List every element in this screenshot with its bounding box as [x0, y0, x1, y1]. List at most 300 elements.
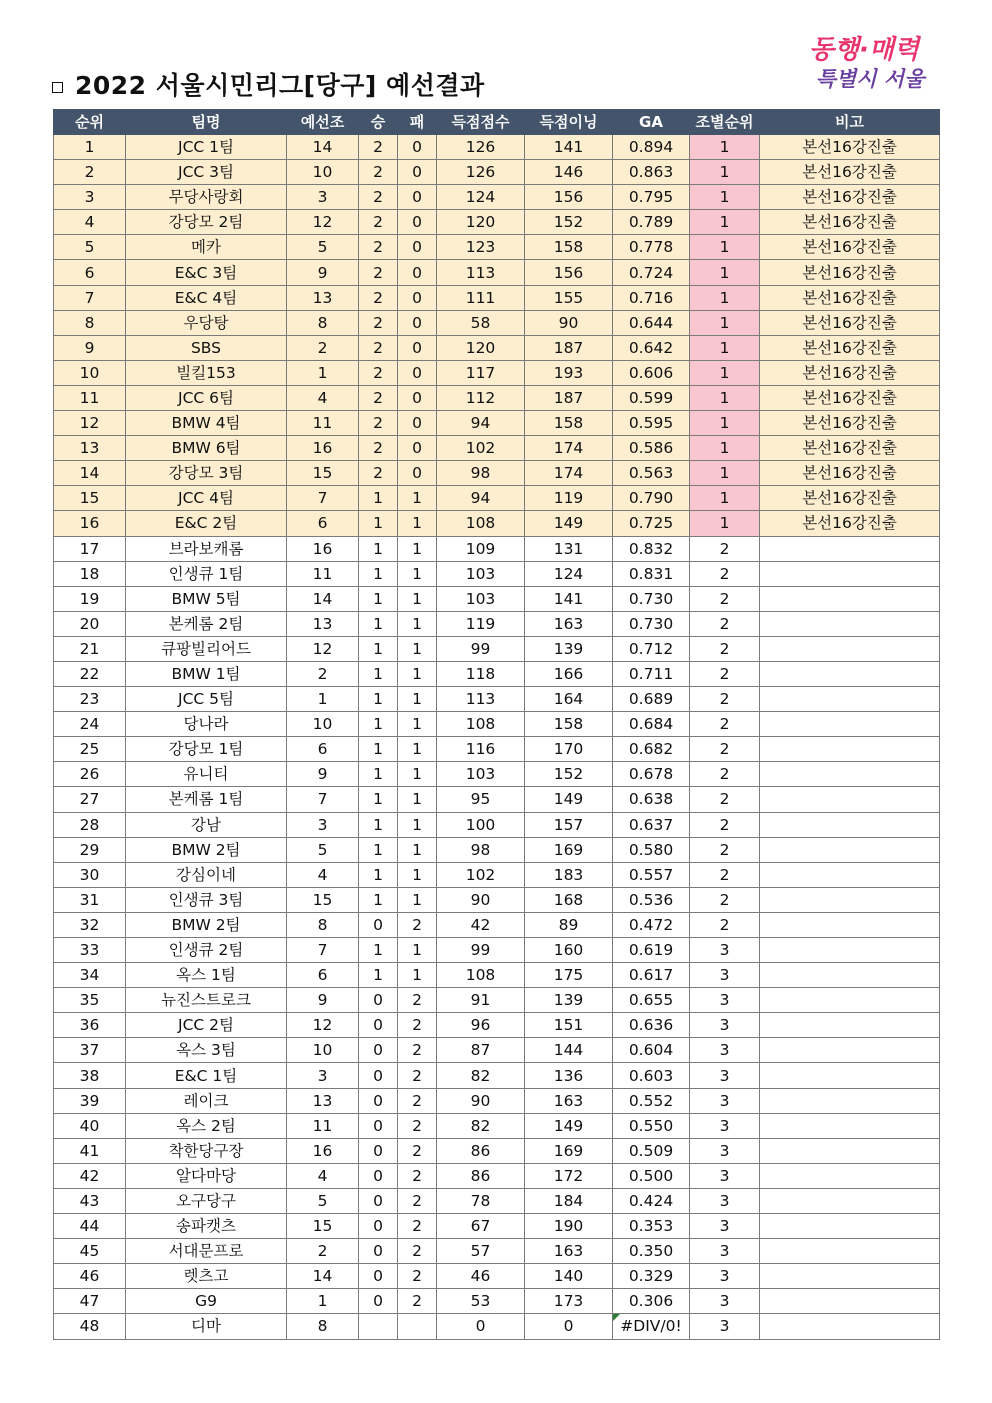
cell-team-name: 무당사랑회 — [126, 185, 287, 210]
cell-innings: 164 — [525, 687, 613, 712]
cell-innings: 172 — [525, 1163, 613, 1188]
cell-points: 99 — [437, 938, 525, 963]
cell-wins: 0 — [359, 988, 398, 1013]
table-row — [54, 712, 940, 737]
cell-rank: 29 — [54, 837, 126, 862]
cell-rank: 36 — [54, 1013, 126, 1038]
cell-remarks — [760, 1314, 940, 1339]
cell-group-rank: 1 — [690, 210, 760, 235]
cell-remarks — [760, 812, 940, 837]
cell-losses: 0 — [398, 411, 437, 436]
cell-points: 99 — [437, 636, 525, 661]
cell-ga: 0.684 — [613, 712, 690, 737]
cell-innings: 119 — [525, 486, 613, 511]
cell-losses: 1 — [398, 837, 437, 862]
table-row — [54, 411, 940, 436]
cell-ga: 0.789 — [613, 210, 690, 235]
cell-remarks — [760, 787, 940, 812]
cell-innings: 151 — [525, 1013, 613, 1038]
cell-rank: 4 — [54, 210, 126, 235]
cell-group-rank: 1 — [690, 360, 760, 385]
cell-remarks: 본선16강진출 — [760, 160, 940, 185]
cell-remarks — [760, 586, 940, 611]
cell-wins: 2 — [359, 436, 398, 461]
cell-team-name: 디마 — [126, 1314, 287, 1339]
cell-wins: 0 — [359, 1214, 398, 1239]
cell-innings: 149 — [525, 1113, 613, 1138]
cell-ga: 0.595 — [613, 411, 690, 436]
cell-group-rank: 2 — [690, 712, 760, 737]
cell-prelim-group: 4 — [287, 1163, 359, 1188]
cell-group-rank: 3 — [690, 1063, 760, 1088]
cell-points: 108 — [437, 511, 525, 536]
cell-remarks — [760, 1264, 940, 1289]
cell-prelim-group: 13 — [287, 1088, 359, 1113]
cell-team-name: 우당탕 — [126, 310, 287, 335]
cell-remarks: 본선16강진출 — [760, 260, 940, 285]
table-row — [54, 912, 940, 937]
cell-wins: 1 — [359, 636, 398, 661]
cell-rank: 18 — [54, 561, 126, 586]
cell-remarks — [760, 611, 940, 636]
cell-team-name: 강당모 2팀 — [126, 210, 287, 235]
cell-remarks — [760, 837, 940, 862]
table-row — [54, 461, 940, 486]
cell-points: 103 — [437, 586, 525, 611]
cell-losses: 0 — [398, 135, 437, 160]
cell-points: 82 — [437, 1063, 525, 1088]
table-row — [54, 737, 940, 762]
cell-rank: 21 — [54, 636, 126, 661]
cell-team-name: JCC 6팀 — [126, 385, 287, 410]
cell-group-rank: 3 — [690, 1113, 760, 1138]
cell-group-rank: 3 — [690, 1264, 760, 1289]
cell-points: 113 — [437, 687, 525, 712]
cell-prelim-group: 10 — [287, 160, 359, 185]
cell-group-rank: 3 — [690, 938, 760, 963]
cell-points: 102 — [437, 436, 525, 461]
cell-remarks: 본선16강진출 — [760, 235, 940, 260]
cell-remarks — [760, 938, 940, 963]
page-title — [52, 66, 485, 102]
cell-innings: 174 — [525, 436, 613, 461]
cell-prelim-group: 12 — [287, 636, 359, 661]
title-text: 2022 서울시민리그[당구] 예선결과 — [75, 71, 485, 100]
cell-remarks — [760, 636, 940, 661]
cell-ga: 0.350 — [613, 1239, 690, 1264]
cell-rank: 40 — [54, 1113, 126, 1138]
cell-team-name: 옥스 1팀 — [126, 963, 287, 988]
cell-ga: 0.557 — [613, 862, 690, 887]
cell-group-rank: 3 — [690, 1038, 760, 1063]
cell-wins: 1 — [359, 938, 398, 963]
cell-remarks — [760, 963, 940, 988]
cell-team-name: 강당모 1팀 — [126, 737, 287, 762]
seoul-brand-logo — [784, 30, 944, 96]
cell-losses: 1 — [398, 586, 437, 611]
table-row — [54, 260, 940, 285]
cell-prelim-group: 12 — [287, 1013, 359, 1038]
cell-losses: 2 — [398, 1038, 437, 1063]
cell-points: 78 — [437, 1188, 525, 1213]
header-points: 득점점수 — [437, 110, 525, 135]
square-bullet-icon — [52, 82, 63, 93]
cell-wins: 2 — [359, 235, 398, 260]
cell-rank: 2 — [54, 160, 126, 185]
cell-prelim-group: 1 — [287, 360, 359, 385]
cell-points: 86 — [437, 1138, 525, 1163]
cell-prelim-group: 6 — [287, 963, 359, 988]
cell-group-rank: 1 — [690, 335, 760, 360]
cell-innings: 187 — [525, 335, 613, 360]
cell-innings: 89 — [525, 912, 613, 937]
cell-innings: 146 — [525, 160, 613, 185]
cell-prelim-group: 13 — [287, 285, 359, 310]
cell-innings: 152 — [525, 210, 613, 235]
cell-rank: 12 — [54, 411, 126, 436]
cell-losses: 0 — [398, 160, 437, 185]
cell-ga: 0.604 — [613, 1038, 690, 1063]
cell-wins: 1 — [359, 712, 398, 737]
cell-remarks: 본선16강진출 — [760, 486, 940, 511]
cell-prelim-group: 16 — [287, 436, 359, 461]
cell-ga: 0.563 — [613, 461, 690, 486]
cell-group-rank: 2 — [690, 837, 760, 862]
table-row — [54, 160, 940, 185]
cell-points: 111 — [437, 285, 525, 310]
cell-group-rank: 2 — [690, 536, 760, 561]
cell-innings: 149 — [525, 787, 613, 812]
cell-wins: 2 — [359, 160, 398, 185]
cell-remarks: 본선16강진출 — [760, 461, 940, 486]
cell-remarks — [760, 1188, 940, 1213]
cell-group-rank: 3 — [690, 1088, 760, 1113]
cell-remarks — [760, 1239, 940, 1264]
cell-ga: 0.636 — [613, 1013, 690, 1038]
cell-innings: 158 — [525, 712, 613, 737]
cell-prelim-group: 7 — [287, 486, 359, 511]
table-row — [54, 787, 940, 812]
cell-points: 98 — [437, 461, 525, 486]
cell-remarks: 본선16강진출 — [760, 135, 940, 160]
cell-group-rank: 2 — [690, 862, 760, 887]
cell-ga: 0.536 — [613, 887, 690, 912]
cell-rank: 24 — [54, 712, 126, 737]
cell-rank: 44 — [54, 1214, 126, 1239]
cell-rank: 33 — [54, 938, 126, 963]
cell-losses: 0 — [398, 461, 437, 486]
table-row — [54, 185, 940, 210]
cell-wins: 1 — [359, 737, 398, 762]
cell-team-name: 인생큐 1팀 — [126, 561, 287, 586]
table-row — [54, 988, 940, 1013]
cell-wins: 1 — [359, 862, 398, 887]
cell-rank: 16 — [54, 511, 126, 536]
table-row — [54, 1314, 940, 1339]
cell-prelim-group: 10 — [287, 712, 359, 737]
cell-ga: 0.644 — [613, 310, 690, 335]
cell-remarks — [760, 862, 940, 887]
cell-ga: 0.790 — [613, 486, 690, 511]
table-row — [54, 436, 940, 461]
cell-prelim-group: 9 — [287, 762, 359, 787]
table-row — [54, 1063, 940, 1088]
cell-prelim-group: 2 — [287, 335, 359, 360]
cell-innings: 158 — [525, 235, 613, 260]
cell-points: 98 — [437, 837, 525, 862]
cell-rank: 22 — [54, 661, 126, 686]
cell-remarks: 본선16강진출 — [760, 310, 940, 335]
cell-team-name: 뉴진스트로크 — [126, 988, 287, 1013]
cell-wins: 2 — [359, 360, 398, 385]
table-row — [54, 285, 940, 310]
cell-remarks: 본선16강진출 — [760, 210, 940, 235]
cell-innings: 144 — [525, 1038, 613, 1063]
cell-rank: 38 — [54, 1063, 126, 1088]
cell-ga: 0.711 — [613, 661, 690, 686]
cell-losses: 2 — [398, 1138, 437, 1163]
cell-innings: 140 — [525, 1264, 613, 1289]
cell-group-rank: 1 — [690, 285, 760, 310]
table-row — [54, 1088, 940, 1113]
cell-prelim-group: 11 — [287, 561, 359, 586]
cell-team-name: 강당모 3팀 — [126, 461, 287, 486]
cell-losses: 1 — [398, 787, 437, 812]
cell-prelim-group: 6 — [287, 511, 359, 536]
cell-points: 112 — [437, 385, 525, 410]
cell-group-rank: 2 — [690, 737, 760, 762]
cell-prelim-group: 10 — [287, 1038, 359, 1063]
header-team-name: 팀명 — [126, 110, 287, 135]
cell-remarks — [760, 1214, 940, 1239]
cell-rank: 39 — [54, 1088, 126, 1113]
cell-team-name: 송파캣츠 — [126, 1214, 287, 1239]
cell-prelim-group: 7 — [287, 938, 359, 963]
cell-rank: 3 — [54, 185, 126, 210]
cell-wins: 0 — [359, 912, 398, 937]
cell-losses: 1 — [398, 963, 437, 988]
cell-prelim-group: 11 — [287, 1113, 359, 1138]
cell-losses: 1 — [398, 938, 437, 963]
cell-losses: 1 — [398, 737, 437, 762]
cell-group-rank: 2 — [690, 611, 760, 636]
cell-losses: 2 — [398, 912, 437, 937]
cell-wins: 0 — [359, 1138, 398, 1163]
cell-rank: 19 — [54, 586, 126, 611]
cell-innings: 155 — [525, 285, 613, 310]
table-row — [54, 661, 940, 686]
cell-losses: 2 — [398, 1188, 437, 1213]
cell-wins: 0 — [359, 1188, 398, 1213]
cell-ga: 0.552 — [613, 1088, 690, 1113]
table-row — [54, 1013, 940, 1038]
cell-team-name: 유니티 — [126, 762, 287, 787]
cell-prelim-group: 16 — [287, 536, 359, 561]
cell-losses: 1 — [398, 712, 437, 737]
cell-points: 124 — [437, 185, 525, 210]
table-header-row — [54, 110, 940, 135]
cell-wins: 0 — [359, 1264, 398, 1289]
cell-ga: 0.637 — [613, 812, 690, 837]
cell-team-name: 렛츠고 — [126, 1264, 287, 1289]
cell-wins: 2 — [359, 385, 398, 410]
cell-losses: 1 — [398, 611, 437, 636]
table-row — [54, 561, 940, 586]
cell-remarks: 본선16강진출 — [760, 360, 940, 385]
cell-points: 87 — [437, 1038, 525, 1063]
cell-innings: 173 — [525, 1289, 613, 1314]
table-row — [54, 486, 940, 511]
cell-remarks — [760, 536, 940, 561]
cell-wins: 2 — [359, 210, 398, 235]
cell-prelim-group: 5 — [287, 235, 359, 260]
cell-prelim-group: 5 — [287, 1188, 359, 1213]
cell-points: 126 — [437, 160, 525, 185]
cell-prelim-group: 4 — [287, 385, 359, 410]
cell-prelim-group: 14 — [287, 135, 359, 160]
cell-prelim-group: 14 — [287, 586, 359, 611]
cell-team-name: 본케롬 1팀 — [126, 787, 287, 812]
cell-prelim-group: 15 — [287, 461, 359, 486]
cell-ga: 0.509 — [613, 1138, 690, 1163]
cell-points: 90 — [437, 887, 525, 912]
cell-group-rank: 2 — [690, 586, 760, 611]
cell-losses: 1 — [398, 511, 437, 536]
cell-innings: 184 — [525, 1188, 613, 1213]
cell-remarks: 본선16강진출 — [760, 385, 940, 410]
cell-losses: 0 — [398, 436, 437, 461]
cell-rank: 32 — [54, 912, 126, 937]
cell-rank: 43 — [54, 1188, 126, 1213]
cell-ga: 0.730 — [613, 586, 690, 611]
cell-ga: 0.655 — [613, 988, 690, 1013]
cell-group-rank: 2 — [690, 787, 760, 812]
cell-team-name: 큐팡빌리어드 — [126, 636, 287, 661]
cell-ga: 0.603 — [613, 1063, 690, 1088]
cell-remarks — [760, 687, 940, 712]
cell-team-name: E&C 3팀 — [126, 260, 287, 285]
cell-team-name: 알다마당 — [126, 1163, 287, 1188]
table-row — [54, 360, 940, 385]
cell-ga: 0.730 — [613, 611, 690, 636]
cell-rank: 11 — [54, 385, 126, 410]
cell-ga: 0.716 — [613, 285, 690, 310]
cell-losses: 1 — [398, 687, 437, 712]
cell-prelim-group: 15 — [287, 887, 359, 912]
cell-group-rank: 1 — [690, 185, 760, 210]
table-row — [54, 1138, 940, 1163]
cell-rank: 27 — [54, 787, 126, 812]
cell-remarks: 본선16강진출 — [760, 436, 940, 461]
cell-innings: 190 — [525, 1214, 613, 1239]
cell-wins: 1 — [359, 586, 398, 611]
cell-team-name: 빌킬153 — [126, 360, 287, 385]
cell-group-rank: 1 — [690, 260, 760, 285]
cell-remarks — [760, 1013, 940, 1038]
logo-line1: 동행·매력 — [808, 35, 920, 65]
cell-innings: 141 — [525, 135, 613, 160]
cell-losses: 1 — [398, 762, 437, 787]
cell-losses: 2 — [398, 1163, 437, 1188]
cell-prelim-group: 5 — [287, 837, 359, 862]
table-row — [54, 636, 940, 661]
cell-points: 120 — [437, 335, 525, 360]
cell-ga: 0.689 — [613, 687, 690, 712]
cell-points: 58 — [437, 310, 525, 335]
cell-prelim-group: 8 — [287, 912, 359, 937]
cell-group-rank: 1 — [690, 310, 760, 335]
cell-losses: 1 — [398, 661, 437, 686]
cell-losses: 0 — [398, 210, 437, 235]
cell-rank: 41 — [54, 1138, 126, 1163]
logo-line2: 특별시 서울 — [815, 67, 925, 91]
cell-points: 42 — [437, 912, 525, 937]
cell-losses: 2 — [398, 1239, 437, 1264]
cell-prelim-group: 9 — [287, 988, 359, 1013]
cell-losses: 2 — [398, 1289, 437, 1314]
cell-losses: 0 — [398, 385, 437, 410]
cell-rank: 25 — [54, 737, 126, 762]
cell-prelim-group: 16 — [287, 1138, 359, 1163]
cell-points: 116 — [437, 737, 525, 762]
cell-remarks — [760, 1138, 940, 1163]
cell-group-rank: 3 — [690, 1013, 760, 1038]
cell-losses: 0 — [398, 310, 437, 335]
cell-team-name: 인생큐 2팀 — [126, 938, 287, 963]
cell-group-rank: 1 — [690, 411, 760, 436]
table-row — [54, 536, 940, 561]
cell-group-rank: 2 — [690, 561, 760, 586]
cell-group-rank: 2 — [690, 912, 760, 937]
cell-losses: 1 — [398, 862, 437, 887]
cell-prelim-group: 3 — [287, 185, 359, 210]
cell-remarks — [760, 1113, 940, 1138]
cell-losses: 0 — [398, 335, 437, 360]
cell-team-name: 브라보캐롬 — [126, 536, 287, 561]
cell-losses: 0 — [398, 185, 437, 210]
cell-innings: 187 — [525, 385, 613, 410]
table-row — [54, 762, 940, 787]
cell-losses: 0 — [398, 285, 437, 310]
table-row — [54, 1038, 940, 1063]
cell-innings: 124 — [525, 561, 613, 586]
cell-remarks: 본선16강진출 — [760, 411, 940, 436]
cell-prelim-group: 13 — [287, 611, 359, 636]
cell-wins: 1 — [359, 963, 398, 988]
cell-wins: 1 — [359, 561, 398, 586]
cell-group-rank: 1 — [690, 385, 760, 410]
cell-prelim-group: 4 — [287, 862, 359, 887]
cell-losses: 2 — [398, 1088, 437, 1113]
header-remarks: 비고 — [760, 110, 940, 135]
table-row — [54, 862, 940, 887]
cell-remarks — [760, 1163, 940, 1188]
cell-innings: 90 — [525, 310, 613, 335]
cell-points: 123 — [437, 235, 525, 260]
cell-wins: 1 — [359, 837, 398, 862]
cell-ga: 0.831 — [613, 561, 690, 586]
cell-rank: 14 — [54, 461, 126, 486]
cell-ga: 0.832 — [613, 536, 690, 561]
cell-group-rank: 3 — [690, 963, 760, 988]
cell-wins: 0 — [359, 1038, 398, 1063]
cell-ga: 0.306 — [613, 1289, 690, 1314]
cell-team-name: BMW 2팀 — [126, 912, 287, 937]
cell-wins: 0 — [359, 1239, 398, 1264]
cell-innings: 157 — [525, 812, 613, 837]
cell-ga: 0.500 — [613, 1163, 690, 1188]
cell-losses: 1 — [398, 812, 437, 837]
